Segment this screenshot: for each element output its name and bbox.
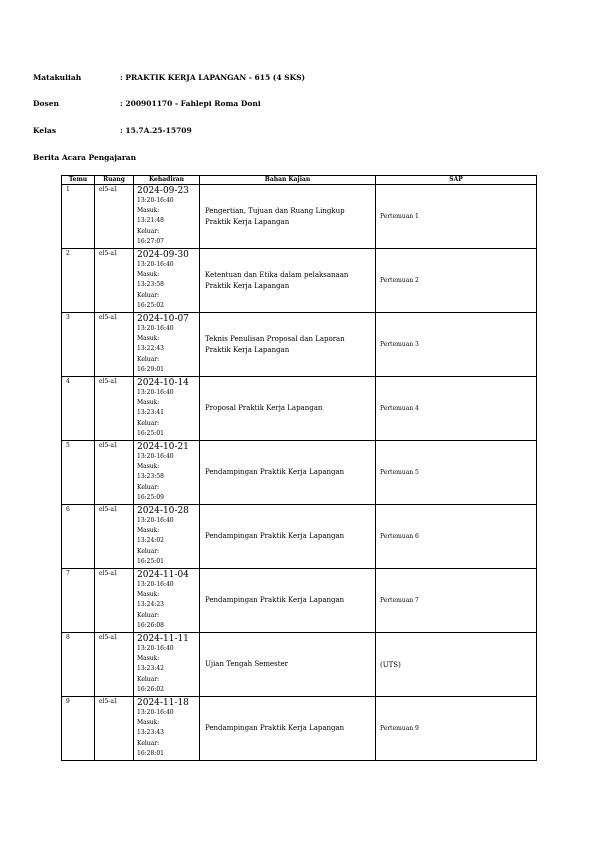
masuk-label: Masuk: <box>137 271 160 279</box>
cell-sap: Pertemuan 5 <box>376 441 537 505</box>
bahan-kajian-line: Pendampingan Praktik Kerja Lapangan <box>205 532 345 540</box>
bahan-kajian-line: Praktik Kerja Lapangan <box>205 281 290 290</box>
bahan-kajian-line: Praktik Kerja Lapangan <box>205 345 290 354</box>
table-row <box>62 505 537 569</box>
masuk-label: Masuk: <box>137 399 160 407</box>
cell-kehadiran <box>134 377 200 441</box>
bahan-kajian-line: Pendampingan Praktik Kerja Lapangan <box>205 596 345 604</box>
cell-kehadiran <box>134 185 200 249</box>
kelas-value: : 15.7A.25-15709 <box>120 126 192 135</box>
cell-sap: Pertemuan 6 <box>376 505 537 569</box>
masuk-time: 13:23:43 <box>137 729 164 737</box>
jam-kuliah: 13:20-16:40 <box>137 581 174 588</box>
jam-kuliah: 13:20-16:40 <box>137 389 174 396</box>
cell-bahan-kajian <box>200 697 376 761</box>
cell-kehadiran <box>134 697 200 761</box>
tanggal: 2024-09-30 <box>137 250 189 260</box>
tanggal: 2024-10-21 <box>137 442 189 452</box>
cell-sap: Pertemuan 7 <box>376 569 537 633</box>
table-row <box>62 569 537 633</box>
jam-kuliah: 13:20-16:40 <box>137 709 174 716</box>
masuk-time: 13:23:58 <box>137 281 164 289</box>
cell-ruang: el5-a1 <box>95 185 134 249</box>
table-row <box>62 441 537 505</box>
jam-kuliah: 13:20-16:40 <box>137 261 174 268</box>
cell-ruang: el5-a1 <box>95 633 134 697</box>
cell-sap: Pertemuan 1 <box>376 185 537 249</box>
masuk-time: 13:23:42 <box>137 665 164 673</box>
masuk-label: Masuk: <box>137 463 160 471</box>
keluar-time: 16:26:02 <box>137 685 164 693</box>
keluar-time: 16:26:08 <box>137 621 164 629</box>
masuk-time: 13:24:02 <box>137 537 164 545</box>
table-row <box>62 697 537 761</box>
column-header-bahan-kajian: Bahan Kajian <box>200 176 376 185</box>
keluar-label: Keluar: <box>137 739 160 747</box>
berita-acara-table <box>61 175 537 761</box>
tanggal: 2024-11-11 <box>137 634 189 644</box>
jam-kuliah: 13:20-16:40 <box>137 453 174 460</box>
cell-temu: 8 <box>62 633 95 697</box>
cell-ruang: el5-a1 <box>95 505 134 569</box>
cell-temu: 4 <box>62 377 95 441</box>
keluar-time: 16:25:01 <box>137 429 164 437</box>
bahan-kajian-line: Pengertian, Tujuan dan Ruang Lingkup <box>205 206 345 215</box>
matakuliah-label: Matakuliah <box>33 73 82 82</box>
masuk-label: Masuk: <box>137 591 160 599</box>
jam-kuliah: 13:20-16:40 <box>137 325 174 332</box>
cell-kehadiran <box>134 313 200 377</box>
masuk-label: Masuk: <box>137 335 160 343</box>
cell-temu: 2 <box>62 249 95 313</box>
keluar-label: Keluar: <box>137 547 160 555</box>
table-row <box>62 377 537 441</box>
keluar-label: Keluar: <box>137 419 160 427</box>
cell-ruang: el5-a1 <box>95 569 134 633</box>
cell-bahan-kajian <box>200 377 376 441</box>
keluar-time: 16:25:09 <box>137 493 164 501</box>
cell-kehadiran <box>134 505 200 569</box>
column-header-temu: Temu <box>62 176 95 185</box>
masuk-label: Masuk: <box>137 527 160 535</box>
column-header-ruang: Ruang <box>95 176 134 185</box>
masuk-time: 13:21:48 <box>137 217 164 225</box>
table-row <box>62 313 537 377</box>
bahan-kajian-line: Pendampingan Praktik Kerja Lapangan <box>205 724 345 732</box>
table-row <box>62 185 537 249</box>
tanggal: 2024-11-18 <box>137 698 189 708</box>
cell-ruang: el5-a1 <box>95 249 134 313</box>
dosen-label: Dosen <box>33 99 59 108</box>
jam-kuliah: 13:20-16:40 <box>137 517 174 524</box>
cell-sap: Pertemuan 9 <box>376 697 537 761</box>
masuk-label: Masuk: <box>137 207 160 215</box>
kelas-label: Kelas <box>33 126 57 135</box>
keluar-label: Keluar: <box>137 675 160 683</box>
jam-kuliah: 13:20-16:40 <box>137 645 174 652</box>
cell-bahan-kajian <box>200 569 376 633</box>
cell-kehadiran <box>134 633 200 697</box>
masuk-time: 13:24:23 <box>137 601 164 609</box>
tanggal: 2024-09-23 <box>137 186 189 196</box>
keluar-label: Keluar: <box>137 611 160 619</box>
cell-temu: 3 <box>62 313 95 377</box>
section-title: Berita Acara Pengajaran <box>33 153 137 162</box>
table-row <box>62 249 537 313</box>
cell-ruang: el5-a1 <box>95 697 134 761</box>
tanggal: 2024-10-28 <box>137 506 189 516</box>
cell-sap: (UTS) <box>376 633 537 697</box>
cell-ruang: el5-a1 <box>95 313 134 377</box>
matakuliah-value: : PRAKTIK KERJA LAPANGAN - 615 (4 SKS) <box>120 73 306 82</box>
cell-kehadiran <box>134 441 200 505</box>
cell-sap: Pertemuan 4 <box>376 377 537 441</box>
cell-bahan-kajian <box>200 313 376 377</box>
cell-sap: Pertemuan 3 <box>376 313 537 377</box>
cell-sap: Pertemuan 2 <box>376 249 537 313</box>
masuk-time: 13:23:41 <box>137 409 164 417</box>
cell-temu: 1 <box>62 185 95 249</box>
masuk-label: Masuk: <box>137 655 160 663</box>
bahan-kajian-line: Praktik Kerja Lapangan <box>205 217 290 226</box>
masuk-time: 13:23:58 <box>137 473 164 481</box>
masuk-label: Masuk: <box>137 719 160 727</box>
bahan-kajian-line: Pendampingan Praktik Kerja Lapangan <box>205 468 345 476</box>
cell-temu: 9 <box>62 697 95 761</box>
tanggal: 2024-10-07 <box>137 314 189 324</box>
cell-bahan-kajian <box>200 505 376 569</box>
column-header-sap: SAP <box>376 176 537 185</box>
cell-kehadiran <box>134 569 200 633</box>
cell-kehadiran <box>134 249 200 313</box>
cell-ruang: el5-a1 <box>95 441 134 505</box>
keluar-label: Keluar: <box>137 483 160 491</box>
keluar-label: Keluar: <box>137 355 160 363</box>
keluar-time: 16:25:02 <box>137 301 164 309</box>
cell-temu: 6 <box>62 505 95 569</box>
bahan-kajian-line: Proposal Praktik Kerja Lapangan <box>205 404 323 412</box>
bahan-kajian-line: Ujian Tengah Semester <box>205 660 288 668</box>
bahan-kajian-line: Teknis Penulisan Proposal dan Laporan <box>205 334 345 343</box>
keluar-label: Keluar: <box>137 291 160 299</box>
tanggal: 2024-10-14 <box>137 378 189 388</box>
keluar-time: 16:27:07 <box>137 237 164 245</box>
cell-bahan-kajian <box>200 185 376 249</box>
keluar-time: 16:25:01 <box>137 557 164 565</box>
tanggal: 2024-11-04 <box>137 570 189 580</box>
keluar-time: 16:29:01 <box>137 365 164 373</box>
bahan-kajian-line: Ketentuan dan Etika dalam pelaksanaan <box>205 270 349 279</box>
cell-bahan-kajian <box>200 633 376 697</box>
column-header-kehadiran: Kehadiran <box>134 176 200 185</box>
cell-ruang: el5-a1 <box>95 377 134 441</box>
keluar-time: 16:28:01 <box>137 749 164 757</box>
keluar-label: Keluar: <box>137 227 160 235</box>
masuk-time: 13:22:43 <box>137 345 164 353</box>
cell-temu: 5 <box>62 441 95 505</box>
cell-temu: 7 <box>62 569 95 633</box>
table-row <box>62 633 537 697</box>
jam-kuliah: 13:20-16:40 <box>137 197 174 204</box>
table-header-row <box>62 176 537 185</box>
cell-bahan-kajian <box>200 441 376 505</box>
dosen-value: : 200901170 - Fahlepi Roma Doni <box>120 99 261 108</box>
cell-bahan-kajian <box>200 249 376 313</box>
